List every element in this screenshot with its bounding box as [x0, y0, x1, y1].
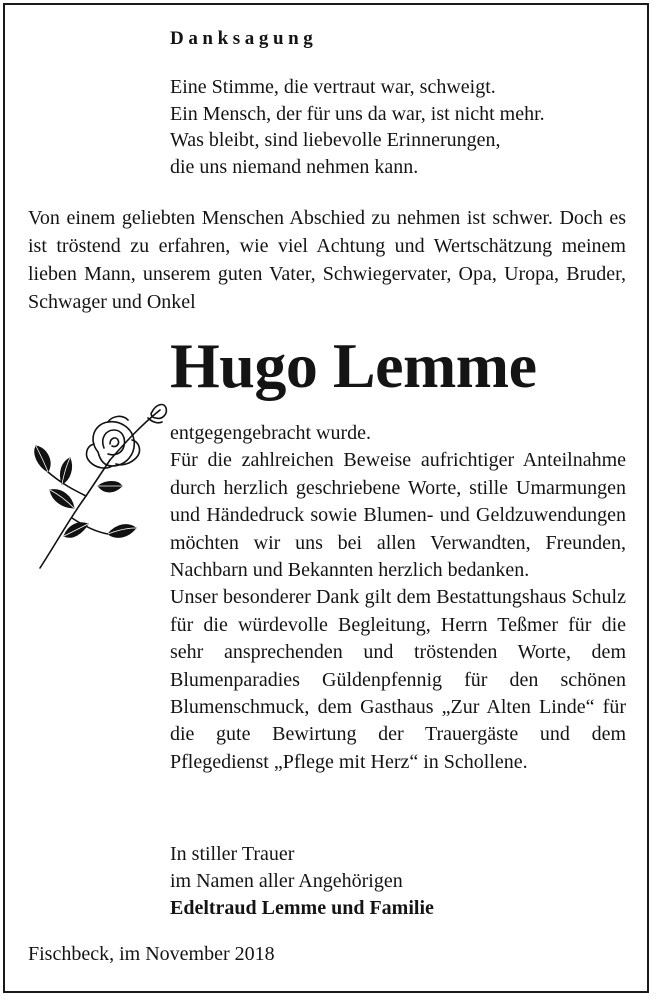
poem: [170, 74, 545, 180]
body-text: [170, 420, 626, 776]
heading: Danksagung: [170, 28, 318, 49]
body-paragraph: entgegengebracht wurde.: [170, 422, 372, 444]
closing: [170, 841, 434, 922]
intro-paragraph: Von einem geliebten Menschen Abschied zu nehmen ist schwer. Doch es ist tröstend zu erfahren, wie viel Achtung und Wertschätzung meinem lieben Mann, unserem guten Vater, Schwiegervater, Opa, Uropa, Bruder, Schwager und Onkel: [28, 207, 626, 313]
poem-line: die uns niemand nehmen kann.: [170, 155, 419, 178]
body-paragraph: Für die zahlreichen Beweise aufrichtiger Anteilnahme durch herzlich geschriebene Worte, stille Umarmungen und Händedruck sowie Blumen- und Geldzuwendungen möchten wir uns bei allen Verwandten, Freunden, Nachbarn und Bekannten herzlich bedanken.: [170, 449, 626, 582]
poem-line: Was bleibt, sind liebevolle Erinnerungen,: [170, 129, 501, 151]
place-date: Fischbeck, im November 2018: [28, 943, 275, 965]
closing-line: In stiller Trauer: [170, 843, 295, 865]
signature: Edeltraud Lemme und Familie: [170, 897, 434, 919]
body-paragraph: Unser besonderer Dank gilt dem Bestattungshaus Schulz für die würdevolle Begleitung, Herrn Teßmer für die sehr ansprechenden und tröstenden Worte, dem Blumenparadies Güldenpfennig für den schönen Blumenschmuck, dem Gasthaus „Zur Alten Linde“ für die gute Bewirtung der Trauergäste und dem Pflegedienst „Pflege mit Herz“ in Schollene.: [170, 586, 626, 773]
poem-line: Eine Stimme, die vertraut war, schweigt.: [170, 76, 496, 98]
rose-icon: [28, 400, 170, 572]
poem-line: Ein Mensch, der für uns da war, ist nicht mehr.: [170, 102, 545, 125]
deceased-name: Hugo Lemme: [170, 330, 537, 401]
closing-line: im Namen aller Angehörigen: [170, 870, 403, 892]
